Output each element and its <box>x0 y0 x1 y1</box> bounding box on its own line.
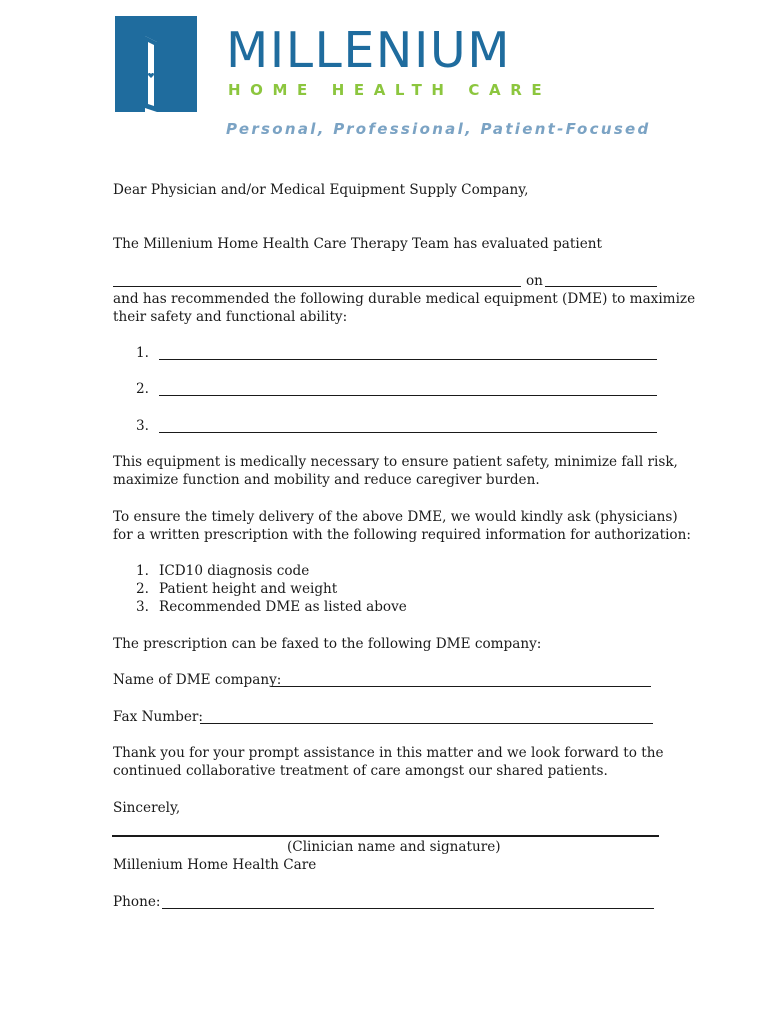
patient-name-field[interactable] <box>113 286 521 287</box>
requirement-number: 1. <box>136 563 149 579</box>
requirement-number: 2. <box>136 581 149 597</box>
door-logo-icon <box>115 16 197 112</box>
phone-field[interactable] <box>162 908 654 909</box>
dme-item-field-1[interactable] <box>159 359 657 360</box>
thanks-text-1: Thank you for your prompt assistance in this matter and we look forward to the <box>113 745 664 761</box>
dme-item-number: 2. <box>136 381 149 397</box>
requirement-text: ICD10 diagnosis code <box>159 563 310 579</box>
necessity-text-1: This equipment is medically necessary to ensure patient safety, minimize fall risk, <box>113 454 678 470</box>
brand-subtitle: HOME HEALTH CARE <box>228 81 552 99</box>
dme-company-field[interactable] <box>271 686 651 687</box>
necessity-text-2: maximize function and mobility and reduce caregiver burden. <box>113 472 540 488</box>
request-text-2: for a written prescription with the following required information for authorization: <box>113 527 691 543</box>
signature-line[interactable] <box>112 835 659 837</box>
brand-name: MILLENIUM <box>226 22 512 79</box>
dme-item-number: 3. <box>136 418 149 434</box>
salutation: Dear Physician and/or Medical Equipment Supply Company, <box>113 182 529 198</box>
phone-label: Phone: <box>113 894 161 910</box>
dme-item-field-3[interactable] <box>159 432 657 433</box>
closing-text: Sincerely, <box>113 800 181 816</box>
fax-number-field[interactable] <box>200 723 653 724</box>
evaluation-date-field[interactable] <box>545 286 657 287</box>
dme-item-number: 1. <box>136 345 149 361</box>
recommend-text-2: their safety and functional ability: <box>113 309 348 325</box>
requirement-text: Recommended DME as listed above <box>159 599 407 615</box>
fax-number-label: Fax Number: <box>113 709 203 725</box>
thanks-text-2: continued collaborative treatment of care amongst our shared patients. <box>113 763 608 779</box>
on-label: on <box>526 273 543 289</box>
requirement-number: 3. <box>136 599 149 615</box>
dme-company-label: Name of DME company: <box>113 672 282 688</box>
requirement-text: Patient height and weight <box>159 581 338 597</box>
dme-item-field-2[interactable] <box>159 395 657 396</box>
request-text-1: To ensure the timely delivery of the above DME, we would kindly ask (physicians) <box>113 509 678 525</box>
fax-intro-text: The prescription can be faxed to the following DME company: <box>113 636 542 652</box>
intro-text: The Millenium Home Health Care Therapy Team has evaluated patient <box>113 236 602 252</box>
signature-caption: (Clinician name and signature) <box>287 839 501 855</box>
recommend-text-1: and has recommended the following durable medical equipment (DME) to maximize <box>113 291 696 307</box>
organization-name: Millenium Home Health Care <box>113 857 317 873</box>
tagline: Personal, Professional, Patient-Focused <box>226 120 651 138</box>
